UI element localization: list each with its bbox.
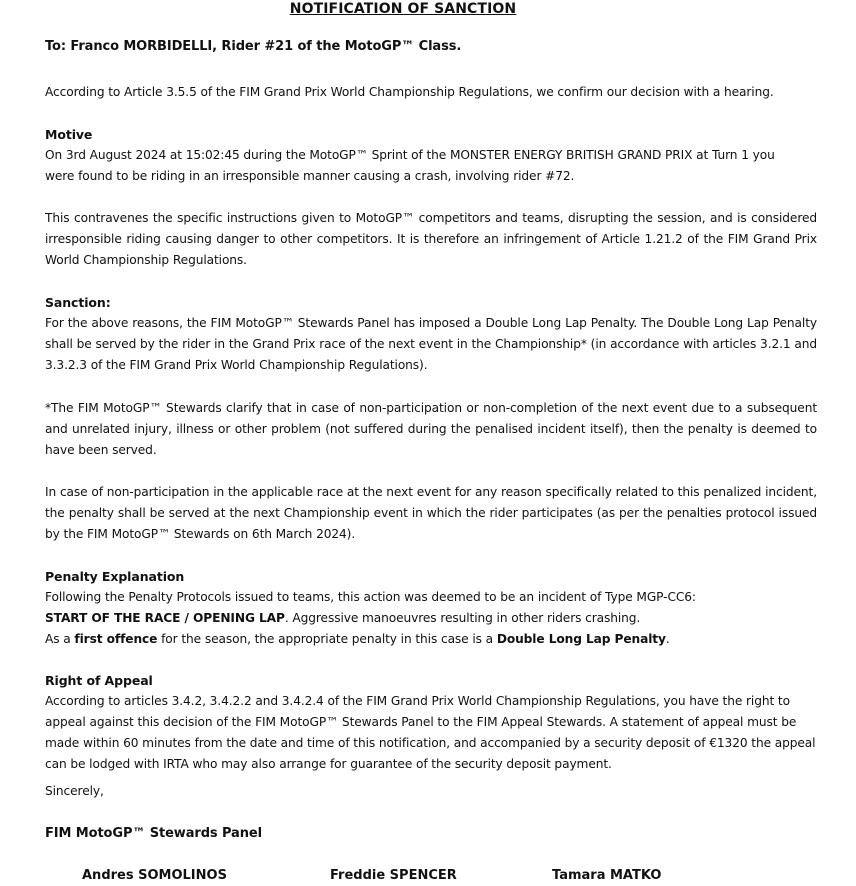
- penalty-explanation-line-2: [45, 608, 817, 629]
- incident-type-description: . Aggressive manoeuvres resulting in other riders crashing.: [284, 611, 641, 625]
- motive-line-2: were found to be riding in an irresponsible manner causing a crash, involving rider #72.: [45, 169, 575, 183]
- penalty-explanation-line-1: Following the Penalty Protocols issued to teams, this action was deemed to be an incident of Type MGP-CC6:: [45, 590, 696, 604]
- document-title: NOTIFICATION OF SANCTION: [289, 1, 517, 17]
- first-offence-label: first offence: [74, 632, 158, 646]
- signatory-name: Freddie SPENCER: [330, 868, 457, 883]
- signatories-row: [0, 865, 856, 886]
- appeal-section: [45, 670, 817, 775]
- penalty-explanation-heading: Penalty Explanation: [45, 569, 185, 584]
- intro-paragraph: According to Article 3.5.5 of the FIM Grand Prix World Championship Regulations, we confirm our decision with a hearing.: [45, 85, 774, 99]
- incident-type-label: START OF THE RACE / OPENING LAP: [45, 611, 285, 625]
- motive-line-1: On 3rd August 2024 at 15:02:45 during the MotoGP™ Sprint of the MONSTER ENERGY BRITISH GRAND PRIX at Turn 1 you: [45, 148, 775, 162]
- signatory-name: Tamara MATKO: [552, 868, 662, 883]
- penalty-explanation-line-3: [45, 629, 817, 650]
- sanction-section: [45, 292, 817, 376]
- motive-heading: Motive: [45, 127, 93, 142]
- penalty-name: Double Long Lap Penalty: [496, 632, 666, 646]
- motive-section: [45, 124, 817, 187]
- contravenes-paragraph: This contravenes the specific instructions given to MotoGP™ competitors and teams, disrupting the session, and is considered irresponsible riding causing danger to other competitors. It is therefore an infringement of Article 1.21.2 of the FIM Grand Prix World Championship Regulations.: [45, 211, 817, 267]
- signatory-name: Andres SOMOLINOS: [82, 868, 227, 883]
- closing-line: Sincerely,: [45, 784, 104, 798]
- text-fragment: for the season, the appropriate penalty in this case is a: [157, 632, 497, 646]
- sanction-heading: Sanction:: [45, 295, 111, 310]
- penalty-explanation-section: [45, 566, 817, 650]
- footnote-paragraph: *The FIM MotoGP™ Stewards clarify that in case of non-participation or non-completion of the next event due to a subsequent and unrelated injury, illness or other problem (not suffered during the penalised incident itself), then the penalty is deemed to have been served.: [45, 401, 817, 457]
- sanction-text: For the above reasons, the FIM MotoGP™ Stewards Panel has imposed a Double Long Lap Penalty. The Double Long Lap Penalty shall be served by the rider in the Grand Prix race of the next event in the Championship* (in accordance with articles 3.2.1 and 3.3.2.3 of the FIM Grand Prix World Championship Regulations).: [45, 316, 817, 372]
- recipient-line: To: Franco MORBIDELLI, Rider #21 of the MotoGP™ Class.: [45, 39, 462, 54]
- text-fragment: .: [665, 632, 670, 646]
- stewards-panel-label: FIM MotoGP™ Stewards Panel: [45, 826, 262, 841]
- appeal-text: According to articles 3.4.2, 3.4.2.2 and 3.4.2.4 of the FIM Grand Prix World Championship Regulations, you have the right to appeal against this decision of the FIM MotoGP™ Stewards Panel to the FIM Appeal Stewards. A statement of appeal must be made within 60 minutes from the date and time of this notification, and accompanied by a security deposit of €1320 the appeal can be lodged with IRTA who may also arrange for guarantee of the security deposit payment.: [45, 694, 816, 771]
- appeal-heading: Right of Appeal: [45, 673, 153, 688]
- text-fragment: As a: [45, 632, 75, 646]
- non-participation-paragraph: In case of non-participation in the applicable race at the next event for any reason specifically related to this penalized incident, the penalty shall be served at the next Championship event in which the rider participates (as per the penalties protocol issued by the FIM MotoGP™ Stewards on 6th March 2024).: [45, 485, 817, 541]
